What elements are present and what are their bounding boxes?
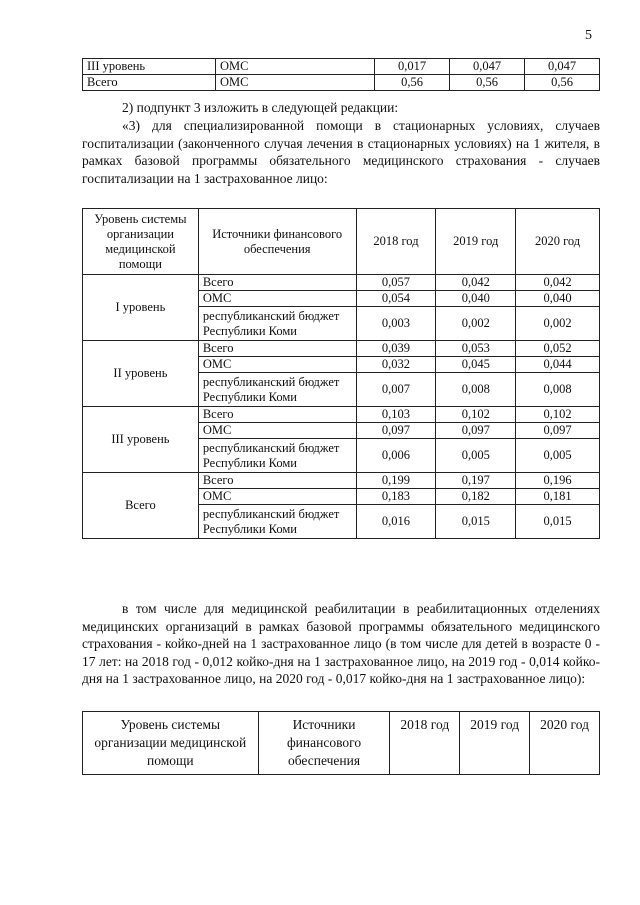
value-cell-2020: 0,002: [516, 307, 600, 341]
value-cell-2019: 0,005: [436, 439, 516, 473]
header-level: Уровень системы организации медицинской помощи: [83, 209, 199, 275]
table-row: [83, 59, 600, 75]
table-row: [83, 275, 600, 291]
value-cell-2020: 0,181: [516, 489, 600, 505]
rehabilitation-table: [82, 711, 600, 775]
continuation-table: [82, 58, 600, 91]
table-header-row: [83, 209, 600, 275]
source-cell: ОМС: [198, 291, 356, 307]
value-cell-2019: 0,197: [436, 473, 516, 489]
level-cell: Всего: [83, 473, 199, 539]
value-cell-2018: 0,032: [356, 357, 436, 373]
table-row: [83, 75, 600, 91]
source-cell: республиканский бюджет Республики Коми: [198, 439, 356, 473]
value-cell-2018: 0,003: [356, 307, 436, 341]
value-cell-2018: 0,039: [356, 341, 436, 357]
paragraph-subpoint: 2) подпункт 3 изложить в следующей редакции:: [122, 100, 399, 115]
value-cell-2019: 0,002: [436, 307, 516, 341]
value-cell-2020: 0,052: [516, 341, 600, 357]
value-cell-2020: 0,015: [516, 505, 600, 539]
table-row: [83, 341, 600, 357]
value-cell-2019: 0,015: [436, 505, 516, 539]
page-number: 5: [585, 28, 592, 43]
value-cell-2018: 0,016: [356, 505, 436, 539]
value-cell-2019: 0,047: [450, 59, 525, 75]
value-cell-2018: 0,057: [356, 275, 436, 291]
value-cell-2019: 0,102: [436, 407, 516, 423]
value-cell-2018: 0,007: [356, 373, 436, 407]
value-cell-2020: 0,042: [516, 275, 600, 291]
value-cell-2020: 0,56: [525, 75, 600, 91]
value-cell-2019: 0,053: [436, 341, 516, 357]
source-cell: республиканский бюджет Республики Коми: [198, 505, 356, 539]
value-cell-2020: 0,047: [525, 59, 600, 75]
value-cell-2018: 0,183: [356, 489, 436, 505]
hospitalization-table: [82, 208, 600, 539]
value-cell-2020: 0,097: [516, 423, 600, 439]
table-row: [83, 473, 600, 489]
source-cell: Всего: [198, 407, 356, 423]
value-cell-2020: 0,196: [516, 473, 600, 489]
source-cell: Всего: [198, 275, 356, 291]
header-2020: 2020 год: [516, 209, 600, 275]
value-cell-2020: 0,040: [516, 291, 600, 307]
value-cell-2019: 0,040: [436, 291, 516, 307]
value-cell-2019: 0,56: [450, 75, 525, 91]
source-cell: Всего: [198, 341, 356, 357]
header-source: Источники финансового обеспечения: [258, 712, 390, 775]
table-row: [83, 407, 600, 423]
value-cell-2018: 0,054: [356, 291, 436, 307]
header-2018: 2018 год: [356, 209, 436, 275]
value-cell-2020: 0,008: [516, 373, 600, 407]
header-2019: 2019 год: [436, 209, 516, 275]
header-2018: 2018 год: [390, 712, 460, 775]
source-cell: Всего: [198, 473, 356, 489]
table-header-row: [83, 712, 600, 775]
value-cell-2018: 0,006: [356, 439, 436, 473]
header-level: Уровень системы организации медицинской помощи: [83, 712, 259, 775]
level-cell: Всего: [83, 75, 216, 91]
value-cell-2018: 0,103: [356, 407, 436, 423]
value-cell-2020: 0,044: [516, 357, 600, 373]
level-cell: I уровень: [83, 275, 199, 341]
value-cell-2018: 0,017: [375, 59, 450, 75]
source-cell: ОМС: [216, 59, 375, 75]
header-source: Источники финансового обеспечения: [198, 209, 356, 275]
source-cell: ОМС: [198, 357, 356, 373]
source-cell: республиканский бюджет Республики Коми: [198, 373, 356, 407]
value-cell-2018: 0,56: [375, 75, 450, 91]
paragraph-rehabilitation: в том числе для медицинской реабилитации в реабилитационных отделениях медицинских организаций в рамках базовой программы обязательного медицинского страхования - койко-дней на 1 застрахованное лицо (в том числе для детей в возрасте 0 - 17 лет: на 2018 год - 0,012 койко-дня на 1 застрахованное лицо, на 2019 год - 0,014 койко-дня на 1 застрахованное лицо, на 2020 год - 0,017 койко-дня на 1 застрахованное лицо):: [82, 601, 600, 686]
source-cell: ОМС: [198, 489, 356, 505]
paragraph-hospital-care: «3) для специализированной помощи в стационарных условиях, случаев госпитализации (законченного случая лечения в стационарных условиях) на 1 жителя, в рамках базовой программы обязательного медицинского страхования - случаев госпитализации на 1 застрахованное лицо:: [82, 118, 600, 186]
value-cell-2020: 0,102: [516, 407, 600, 423]
value-cell-2018: 0,199: [356, 473, 436, 489]
level-cell: II уровень: [83, 341, 199, 407]
level-cell: III уровень: [83, 407, 199, 473]
value-cell-2019: 0,097: [436, 423, 516, 439]
header-2019: 2019 год: [460, 712, 530, 775]
value-cell-2019: 0,182: [436, 489, 516, 505]
value-cell-2019: 0,008: [436, 373, 516, 407]
level-cell: III уровень: [83, 59, 216, 75]
value-cell-2019: 0,045: [436, 357, 516, 373]
source-cell: ОМС: [198, 423, 356, 439]
header-2020: 2020 год: [530, 712, 600, 775]
source-cell: ОМС: [216, 75, 375, 91]
value-cell-2020: 0,005: [516, 439, 600, 473]
source-cell: республиканский бюджет Республики Коми: [198, 307, 356, 341]
value-cell-2019: 0,042: [436, 275, 516, 291]
value-cell-2018: 0,097: [356, 423, 436, 439]
